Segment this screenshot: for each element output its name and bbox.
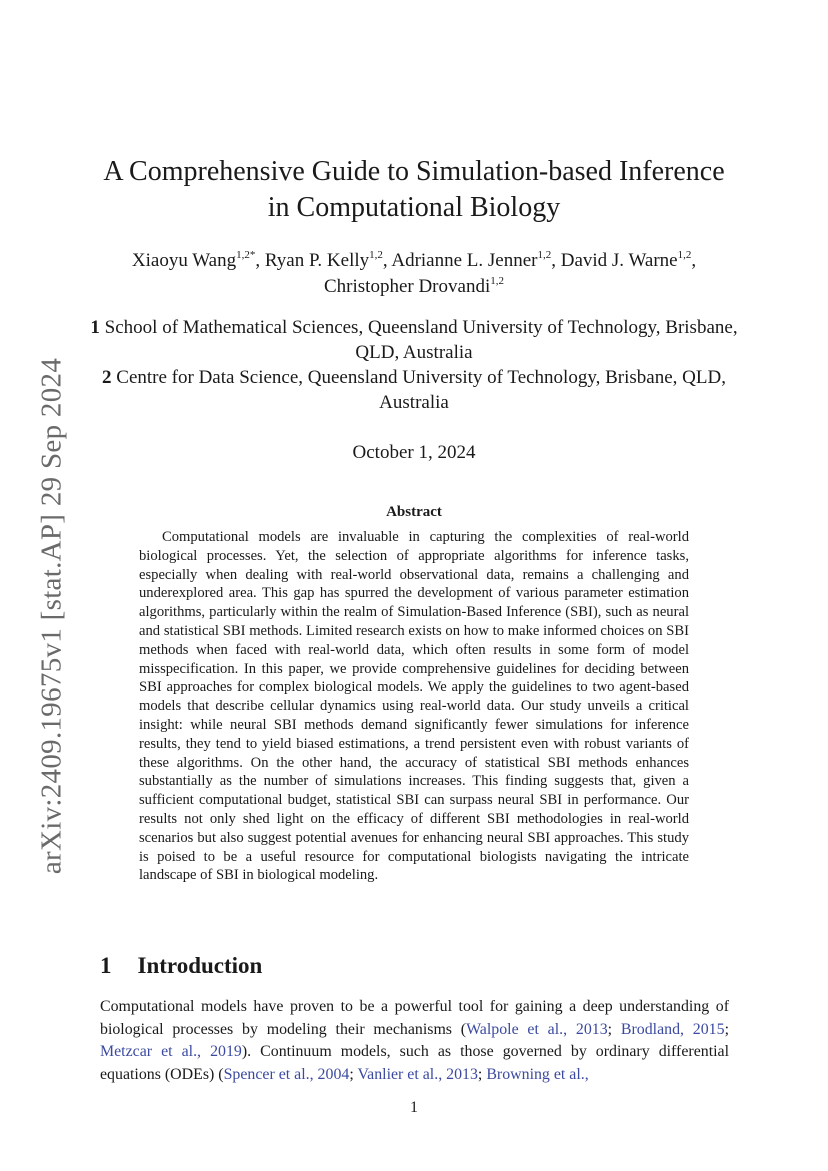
citation-link[interactable]: Brodland, 2015 [620, 1020, 725, 1038]
affiliation [90, 365, 738, 415]
arxiv-identifier: arXiv:2409.19675v1 [stat.AP] 29 Sep 2024 [35, 357, 68, 875]
author: Xiaoyu Wang$^{1,2*}$, [131, 249, 265, 271]
affiliation [90, 315, 738, 365]
affiliation-number: 2 [102, 367, 112, 388]
affiliation-text: School of Mathematical Sciences, Queensland University of Technology, Brisbane, QLD, Australia [104, 317, 738, 363]
author-list [100, 248, 728, 300]
author: Adrianne L. Jenner$^{1,2}$, [391, 249, 561, 271]
publication-date: October 1, 2024 [352, 442, 476, 463]
citation-link[interactable]: Walpole et al., 2013 [466, 1020, 608, 1038]
page-number: 1 [410, 1099, 418, 1116]
paper-title [90, 154, 738, 226]
citation-link[interactable]: Metzcar et al., 2019 [100, 1043, 242, 1061]
author: David J. Warne$^{1,2}$, [560, 249, 697, 271]
abstract-heading: Abstract [386, 504, 442, 520]
citation-link[interactable]: Spencer et al., 2004 [223, 1065, 350, 1083]
affiliations [90, 315, 738, 415]
citation-link[interactable]: Browning et al., [486, 1065, 589, 1083]
author: Ryan P. Kelly$^{1,2}$, [264, 249, 392, 271]
affiliation-number: 1 [90, 317, 100, 338]
section-number: 1 [100, 953, 112, 978]
title-line-2: in Computational Biology [267, 192, 561, 223]
section-heading [100, 953, 262, 979]
intro-paragraph: Computational models have proven to be a powerful tool for gaining a deep understanding of biological processes by modeling their mechanisms (Walpole et al., 2013; Brodland, 2015; Metzcar et al., 2019). Continuum models, such as those governed by ordinary differential equations (ODEs) (Spencer et al., 2004; Vanlier et al., 2013; Browning et al., [100, 998, 729, 1083]
author: Christopher Drovandi$^{1,2}$ [324, 275, 504, 297]
affiliation-text: Centre for Data Science, Queensland University of Technology, Brisbane, QLD, Australia [116, 367, 726, 413]
abstract-body: Computational models are invaluable in capturing the complexities of real-world biological processes. Yet, the selection of appropriate algorithms for inference tasks, especially when dealing with real-world observational data, remains a challenging and underexplored area. This gap has spurred the development of various parameter estimation algorithms, particularly within the realm of Simulation-Based Inference (SBI), such as neural and statistical SBI methods. Limited research exists on how to make informed choices on SBI methods when faced with real-world data, which often results in some form of model misspecification. In this paper, we provide comprehensive guidelines for deciding between SBI approaches for complex biological models. We apply the guidelines to two agent-based models that describe cellular dynamics using real-world data. Our study unveils a critical insight: while neural SBI methods demand significantly fewer simulations for inference results, they tend to yield biased estimations, a trend persistent even with robust variants of these algorithms. On the other hand, the accuracy of statistical SBI methods enhances substantially as the number of simulations increases. This finding suggests that, given a sufficient computational budget, statistical SBI can surpass neural SBI in performance. Our results not only shed light on the efficacy of different SBI methodologies in real-world scenarios but also suggest potential avenues for enhancing neural SBI approaches. This study is poised to be a useful resource for computational biologists navigating the intricate landscape of SBI in biological modeling. [139, 529, 689, 884]
title-line-1: A Comprehensive Guide to Simulation-based Inference [103, 156, 725, 187]
citation-link[interactable]: Vanlier et al., 2013 [357, 1065, 478, 1083]
section-title: Introduction [137, 953, 263, 978]
